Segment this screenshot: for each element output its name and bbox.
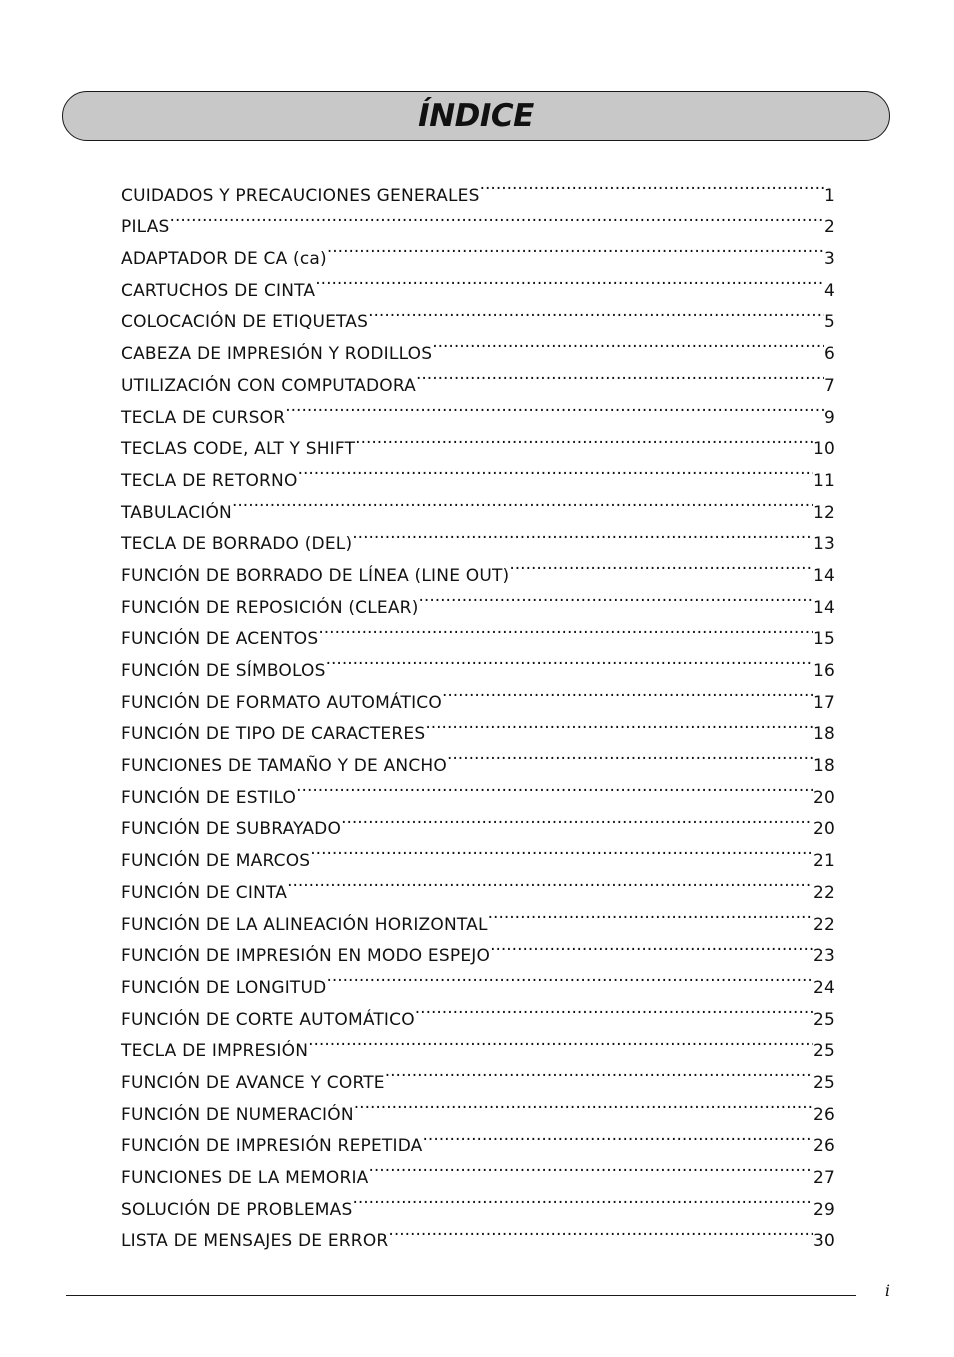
toc-dot-leader: [425, 708, 813, 740]
toc-dot-leader: [315, 264, 824, 296]
toc-entry-page: 16: [812, 661, 835, 681]
toc-entry-title: CARTUCHOS DE CINTA: [121, 280, 316, 301]
toc-dot-leader: [415, 993, 813, 1025]
toc-dot-leader: [352, 518, 813, 550]
toc-dot-leader: [296, 771, 813, 803]
toc-entry-page: 18: [812, 724, 835, 745]
toc-dot-leader: [388, 1215, 813, 1247]
toc-entry-title: CUIDADOS Y PRECAUCIONES GENERALES: [121, 185, 480, 206]
toc-entry-page: 12: [812, 502, 835, 523]
toc-dot-leader: [490, 930, 813, 962]
toc-entry-title: TECLA DE CURSOR: [121, 407, 286, 428]
toc-dot-leader: [354, 1088, 813, 1120]
toc-entry-title: FUNCIÓN DE IMPRESIÓN REPETIDA: [121, 1136, 423, 1157]
toc-entry-page: 20: [812, 787, 835, 808]
toc-entry-title: FUNCIÓN DE FORMATO AUTOMÁTICO: [121, 692, 442, 713]
toc-entry-page: 26: [812, 1104, 835, 1125]
toc-dot-leader: [232, 486, 813, 518]
toc-entry-title: TECLA DE BORRADO (DEL): [121, 534, 353, 555]
page-number: i: [884, 1281, 890, 1300]
toc-entry-title: LISTA DE MENSAJES DE ERROR: [121, 1231, 389, 1252]
toc-entry-page: 15: [812, 629, 835, 650]
toc-dot-leader: [488, 898, 813, 930]
page-title: ÍNDICE: [418, 98, 534, 134]
toc-entry-title: SOLUCIÓN DE PROBLEMAS: [121, 1199, 353, 1220]
toc-entry-title: FUNCIÓN DE AVANCE Y CORTE: [121, 1072, 385, 1093]
toc-entry-title: FUNCIÓN DE ACENTOS: [121, 629, 319, 650]
toc-entry-title: FUNCIÓN DE IMPRESIÓN EN MODO ESPEJO: [121, 946, 491, 967]
toc-entry-title: TECLAS CODE, ALT Y SHIFT: [121, 439, 356, 460]
toc-entry-title: PILAS: [121, 217, 170, 238]
toc-entry-page: 13: [812, 534, 835, 555]
toc-dot-leader: [326, 961, 813, 993]
toc-dot-leader: [318, 613, 813, 645]
toc-entry-title: FUNCIÓN DE TIPO DE CARACTERES: [121, 724, 426, 745]
toc-entry-page: 24: [812, 977, 835, 998]
toc-dot-leader: [327, 232, 824, 264]
toc-entry[interactable]: [121, 232, 835, 270]
toc-entry-page: 10: [812, 439, 835, 460]
toc-entry-title: FUNCIÓN DE MARCOS: [121, 851, 311, 872]
toc-entry-title: TABULACIÓN: [121, 502, 232, 523]
toc-entry-page: 11: [812, 470, 835, 491]
toc-entry-title: CABEZA DE IMPRESIÓN Y RODILLOS: [121, 344, 433, 365]
toc-entry-page: 18: [812, 756, 835, 777]
toc-entry-page: 29: [812, 1199, 835, 1220]
toc-entry-title: FUNCIÓN DE SUBRAYADO: [121, 819, 342, 840]
toc-entry-page: 9: [823, 407, 835, 428]
toc-dot-leader: [298, 454, 813, 486]
toc-dot-leader: [480, 169, 824, 201]
toc-entry-title: FUNCIONES DE LA MEMORIA: [121, 1168, 369, 1188]
toc-dot-leader: [385, 1056, 813, 1088]
toc-entry-title: FUNCIONES DE TAMAÑO Y DE ANCHO: [121, 756, 447, 777]
toc-dot-leader: [416, 359, 824, 391]
toc-dot-leader: [326, 644, 813, 676]
toc-entry-page: 1: [823, 185, 835, 206]
toc-entry-page: 21: [812, 851, 835, 872]
toc-dot-leader: [352, 1183, 812, 1215]
toc-entry-page: 17: [812, 692, 835, 713]
toc-dot-leader: [442, 676, 813, 708]
toc-dot-leader: [287, 866, 813, 898]
toc-entry-title: COLOCACIÓN DE ETIQUETAS: [121, 312, 369, 333]
toc-dot-leader: [308, 1025, 813, 1057]
toc-entry-title: FUNCIÓN DE CORTE AUTOMÁTICO: [121, 1009, 415, 1030]
toc-entry-title: FUNCIÓN DE NUMERACIÓN: [121, 1104, 354, 1125]
toc-entry-page: 25: [812, 1072, 835, 1093]
toc-entry-page: 26: [812, 1136, 835, 1157]
toc-dot-leader: [419, 581, 813, 613]
toc-entry-title: FUNCIÓN DE LA ALINEACIÓN HORIZONTAL: [121, 914, 488, 935]
toc-dot-leader: [509, 549, 813, 581]
table-of-contents: [121, 169, 835, 1252]
toc-entry-page: 23: [812, 946, 835, 967]
toc-entry-page: 14: [812, 565, 835, 586]
toc-entry-page: 6: [823, 344, 835, 365]
toc-entry-title: UTILIZACIÓN CON COMPUTADORA: [121, 375, 416, 396]
toc-dot-leader: [432, 327, 824, 359]
toc-entry-page: 30: [812, 1231, 835, 1252]
toc-entry-page: 25: [812, 1041, 835, 1062]
toc-entry-title: FUNCIÓN DE ESTILO: [121, 787, 297, 808]
toc-entry-page: 25: [812, 1009, 835, 1030]
toc-entry-page: 27: [812, 1168, 835, 1188]
toc-entry-page: 4: [823, 280, 835, 301]
toc-entry[interactable]: [121, 201, 835, 238]
toc-entry-page: 2: [823, 217, 835, 238]
toc-dot-leader: [423, 1120, 813, 1152]
toc-entry-page: 20: [812, 819, 835, 840]
toc-dot-leader: [355, 423, 813, 455]
toc-entry-page: 14: [812, 597, 835, 618]
toc-entry-title: FUNCIÓN DE BORRADO DE LÍNEA (LINE OUT): [121, 565, 510, 586]
toc-dot-leader: [447, 739, 813, 771]
title-banner: [62, 91, 890, 141]
toc-entry-page: 7: [823, 375, 835, 396]
toc-entry-title: TECLA DE RETORNO: [121, 470, 298, 491]
toc-entry-title: ADAPTADOR DE CA (ca): [121, 249, 327, 270]
toc-entry-title: TECLA DE IMPRESIÓN: [121, 1041, 309, 1062]
toc-entry-title: FUNCIÓN DE REPOSICIÓN (CLEAR): [121, 597, 419, 618]
toc-entry-page: 22: [812, 914, 835, 935]
toc-dot-leader: [368, 296, 824, 328]
toc-dot-leader: [285, 391, 824, 423]
toc-entry-title: FUNCIÓN DE SÍMBOLOS: [121, 661, 326, 681]
toc-dot-leader: [170, 201, 824, 233]
footer-divider: [66, 1295, 856, 1296]
toc-entry-page: 5: [823, 312, 835, 333]
toc-entry-title: FUNCIÓN DE LONGITUD: [121, 977, 327, 998]
toc-dot-leader: [369, 1151, 813, 1183]
toc-entry-page: 3: [823, 249, 835, 270]
toc-dot-leader: [341, 803, 813, 835]
toc-entry[interactable]: [121, 169, 835, 206]
toc-entry-title: FUNCIÓN DE CINTA: [121, 882, 288, 903]
toc-dot-leader: [310, 834, 813, 866]
toc-entry-page: 22: [812, 882, 835, 903]
